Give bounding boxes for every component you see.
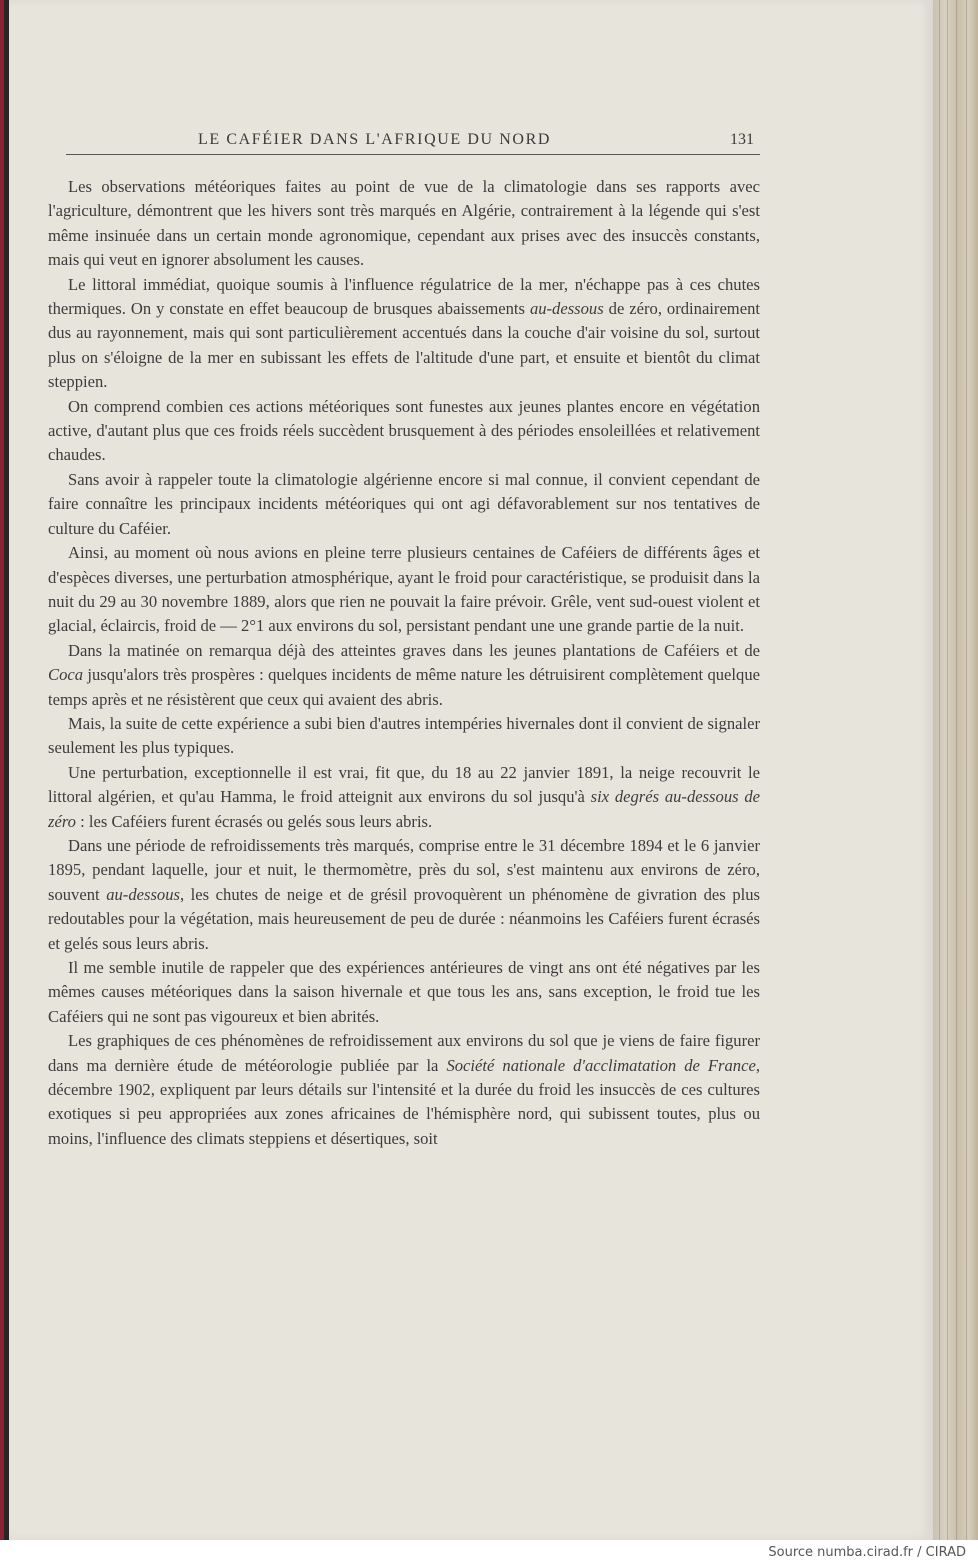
paragraph	[48, 712, 760, 761]
book-spine-binding	[0, 0, 4, 1540]
text-run: On comprend combien ces actions météoriques sont funestes aux jeunes plantes encore en végétation active, d'autant plus que ces froids réels succèdent brusquement à des périodes ensoleillées et relativement chaudes.	[48, 396, 760, 465]
edge-line	[956, 0, 957, 1540]
text-run: Il me semble inutile de rappeler que des expériences antérieures de vingt ans ont été négatives par les mêmes causes météoriques dans la saison hivernale et que tous les ans, sans exception, le froid tue les Caféiers qui ne sont pas vigoureux et bien abrités.	[48, 958, 760, 1026]
text-run: Une perturbation, exceptionnelle il est vrai, fit que, du 18 au 22 janvier 1891, la neige recouvrit le littoral algérien, et qu'au Hamma, le froid atteignit aux environs du sol jusqu'à	[48, 762, 760, 807]
text-run: de zéro, ordinairement dus au rayonnement, mais qui sont particulièrement accentués dans la couche d'air voisine du sol, surtout plus on s'éloigne de la mer en subissant les effets de l'altitude d'une part, et ensuite et bientôt du climat steppien.	[48, 299, 760, 392]
paragraph	[48, 639, 760, 712]
text-run: Sans avoir à rappeler toute la climatologie algérienne encore si mal connue, il convient cependant de faire connaître les principaux incidents météoriques qui ont agi défavorablement sur nos tentatives de culture du Caféier.	[48, 469, 760, 538]
paragraph	[48, 1029, 760, 1151]
body-text	[48, 175, 760, 1151]
edge-line	[947, 0, 948, 1540]
paragraph	[48, 468, 760, 541]
text-run: Dans une période de refroidissements très marqués, comprise entre le 31 décembre 1894 et le 6 janvier 1895, pendant laquelle, jour et nuit, le thermomètre, près du sol, s'est maintenu aux environs de zéro, souvent	[48, 835, 760, 904]
paragraph	[48, 761, 760, 834]
text-run: Mais, la suite de cette expérience a subi bien d'autres intempéries hivernales dont il convient de signaler seulement les plus typiques.	[48, 713, 760, 758]
text-run: jusqu'alors très prospères : quelques incidents de même nature les détruisirent complètement quelque temps après et ne résistèrent que ceux qui avaient des abris.	[48, 665, 760, 709]
running-title: LE CAFÉIER DANS L'AFRIQUE DU NORD	[198, 131, 552, 148]
paragraph	[48, 175, 760, 273]
text-run: Le littoral immédiat, quoique soumis à l'influence régulatrice de la mer, n'échappe pas à ces chutes thermiques. On y constate en effet beaucoup de brusques abaissements	[48, 274, 760, 319]
edge-line	[939, 0, 940, 1540]
text-run: , décembre 1902, expliquent par leurs détails sur l'intensité et la durée du froid les insuccès de ces cultures exotiques si peu appropriées aux zones africaines de l'hémisphère nord, qui subissent toutes, plus ou moins, l'influence des climats steppiens et désertiques, soit	[48, 1055, 760, 1148]
paragraph	[48, 956, 760, 1029]
italic-run: au-dessous	[529, 299, 604, 319]
text-run: Ainsi, au moment où nous avions en pleine terre plusieurs centaines de Caféiers de différents âges et d'espèces diverses, une perturbation atmosphérique, ayant le froid pour caractéristique, se produisit dans la nuit du 29 au 30 novembre 1889, alors que rien ne pouvait la faire prévoir. Grêle, vent sud-ouest violent et glacial, éclaircis, froid de — 2°1 aux environs du sol, persistant pendant une une grande partie de la nuit.	[48, 543, 760, 636]
text-run: , les chutes de neige et de grésil provoquèrent un phénomène de givration des plus redoutables pour la végétation, mais heureusement de peu de durée : néanmoins les Caféiers furent écrasés et gelés sous leurs abris.	[48, 884, 760, 953]
paragraph	[48, 541, 760, 639]
text-run: Les graphiques de ces phénomènes de refroidissement aux environs du sol que je viens de faire figurer dans ma dernière étude de météorologie publiée par la	[48, 1031, 760, 1075]
edge-line	[966, 0, 967, 1540]
italic-run: Société nationale d'acclimatation de France	[446, 1055, 756, 1075]
text-run: : les Caféiers furent écrasés ou gelés sous leurs abris.	[75, 811, 433, 831]
source-credit: Source numba.cirad.fr / CIRAD	[768, 1545, 966, 1560]
paragraph	[48, 834, 760, 956]
italic-run: au-dessous	[106, 884, 180, 904]
page-fore-edge	[933, 0, 978, 1540]
paragraph	[48, 273, 760, 395]
italic-run: Coca	[48, 665, 84, 685]
text-run: Les observations météoriques faites au point de vue de la climatologie dans ses rapports avec l'agriculture, démontrent que les hivers sont très marqués en Algérie, contrairement à la légende qui s'est même insinuée dans un certain monde agronomique, cependant aux prises avec des insuccès constants, mais qui veut en ignorer absolument les causes.	[48, 177, 760, 270]
italic-run: six degrés au-dessous de zéro	[48, 787, 760, 831]
paragraph	[48, 395, 760, 468]
page-number: 131	[730, 131, 754, 148]
text-run: Dans la matinée on remarqua déjà des atteintes graves dans les jeunes plantations de Caféiers et de	[68, 640, 760, 660]
page-header	[66, 128, 760, 155]
